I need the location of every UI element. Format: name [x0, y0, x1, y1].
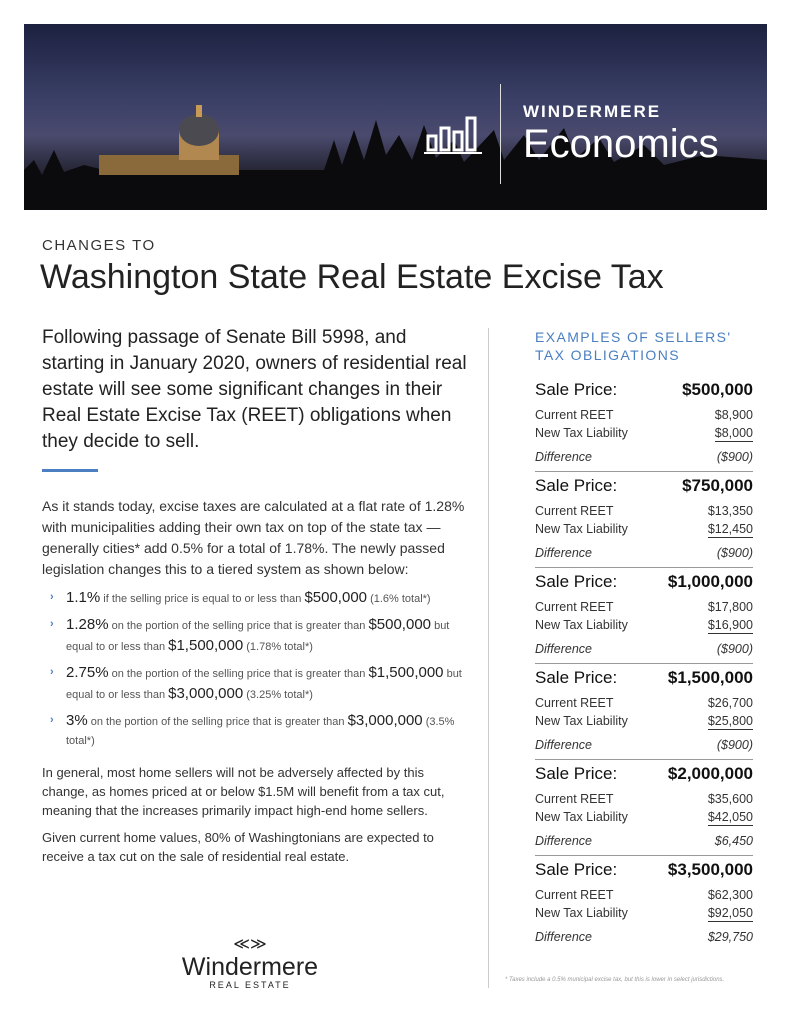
- footnote: * Taxes include a 0.5% municipal excise tax, but this is lower in select jurisdictions.: [505, 977, 725, 983]
- row-sale: Sale Price: $2,000,000: [535, 764, 753, 783]
- row-new: New Tax Liability $12,450: [535, 522, 753, 536]
- example-block: [535, 664, 753, 760]
- list-item: › 2.75% on the portion of the selling price that is greater than $1,500,000 but equal to or less than $3,000,000 (3.25% total*): [50, 664, 462, 702]
- body-paragraph-2: In general, most home sellers will not be adversely affected by this change, as homes priced at or below $1.5M will benefit from a tax cut, meaning that the increases primarily impact high-end home sellers.: [42, 765, 445, 818]
- chevron-icon: ›: [50, 666, 54, 678]
- body-paragraph-3: Given current home values, 80% of Washingtonians are expected to receive a tax cut on the sale of residential real estate.: [42, 830, 434, 864]
- header-banner: [24, 24, 767, 210]
- row-current: Current REET $13,350: [535, 504, 753, 518]
- row-sale: Sale Price: $750,000: [535, 476, 753, 495]
- example-block: [535, 376, 753, 472]
- row-current: Current REET $62,300: [535, 888, 753, 902]
- windermere-logo: [180, 924, 320, 990]
- example-block: [535, 568, 753, 664]
- lead-paragraph: Following passage of Senate Bill 5998, and starting in January 2020, owners of residential real estate will see some significant changes in their Real Estate Excise Tax (REET) obligations when they decide to sell.: [42, 327, 467, 452]
- list-item: › 1.1% if the selling price is equal to or less than $500,000 (1.6% total*): [50, 589, 431, 606]
- list-item: › 3% on the portion of the selling price that is greater than $3,000,000 (3.5% total*): [50, 712, 455, 747]
- body-paragraph-1: As it stands today, excise taxes are calculated at a flat rate of 1.28% with municipalities adding their own tax on top of the state tax — generally cities* add 0.5% for a total of 1.78%. The newly passed legislation changes this to a tiered system as shown below:: [42, 498, 465, 577]
- row-diff: Difference $29,750: [535, 930, 753, 944]
- brand-top: WINDERMERE: [523, 102, 662, 121]
- main-column: [42, 325, 467, 990]
- row-sale: Sale Price: $500,000: [535, 380, 753, 399]
- sidebar-heading: EXAMPLES OF SELLERS' TAX OBLIGATIONS: [535, 329, 732, 363]
- chevron-icon: ›: [50, 591, 54, 603]
- row-sale: Sale Price: $1,000,000: [535, 572, 753, 591]
- row-sale: Sale Price: $1,500,000: [535, 668, 753, 687]
- kicker: CHANGES TO: [42, 237, 156, 254]
- row-new: New Tax Liability $92,050: [535, 906, 753, 920]
- row-current: Current REET $8,900: [535, 408, 753, 422]
- row-new: New Tax Liability $25,800: [535, 714, 753, 728]
- bar-chart-icon: [424, 114, 482, 154]
- list-item: › 1.28% on the portion of the selling price that is greater than $500,000 but equal to or less than $1,500,000 (1.78% total*): [50, 616, 450, 654]
- chevron-icon: ›: [50, 714, 54, 726]
- row-new: New Tax Liability $8,000: [535, 426, 753, 440]
- windermere-mark-icon: ≪≫: [233, 936, 267, 953]
- accent-rule: [42, 469, 98, 472]
- logo-name: Windermere: [181, 953, 319, 981]
- row-diff: Difference ($900): [535, 738, 753, 752]
- logo-sub: REAL ESTATE: [209, 980, 291, 990]
- row-diff: Difference ($900): [535, 450, 753, 464]
- row-sale: Sale Price: $3,500,000: [535, 860, 753, 879]
- row-diff: Difference ($900): [535, 642, 753, 656]
- row-current: Current REET $26,700: [535, 696, 753, 710]
- row-diff: Difference $6,450: [535, 834, 753, 848]
- example-block: [535, 472, 753, 568]
- chevron-icon: ›: [50, 618, 54, 630]
- tax-tier-list: [50, 588, 467, 757]
- row-diff: Difference ($900): [535, 546, 753, 560]
- brand-bottom: Economics: [523, 122, 719, 166]
- row-new: New Tax Liability $16,900: [535, 618, 753, 632]
- column-divider: [488, 328, 489, 988]
- examples-table: [535, 376, 753, 952]
- windermere-economics-logo: [424, 84, 719, 184]
- row-current: Current REET $35,600: [535, 792, 753, 806]
- page-title: Washington State Real Estate Excise Tax: [40, 258, 664, 296]
- row-new: New Tax Liability $42,050: [535, 810, 753, 824]
- example-block: [535, 760, 753, 856]
- example-block: [535, 856, 753, 952]
- row-current: Current REET $17,800: [535, 600, 753, 614]
